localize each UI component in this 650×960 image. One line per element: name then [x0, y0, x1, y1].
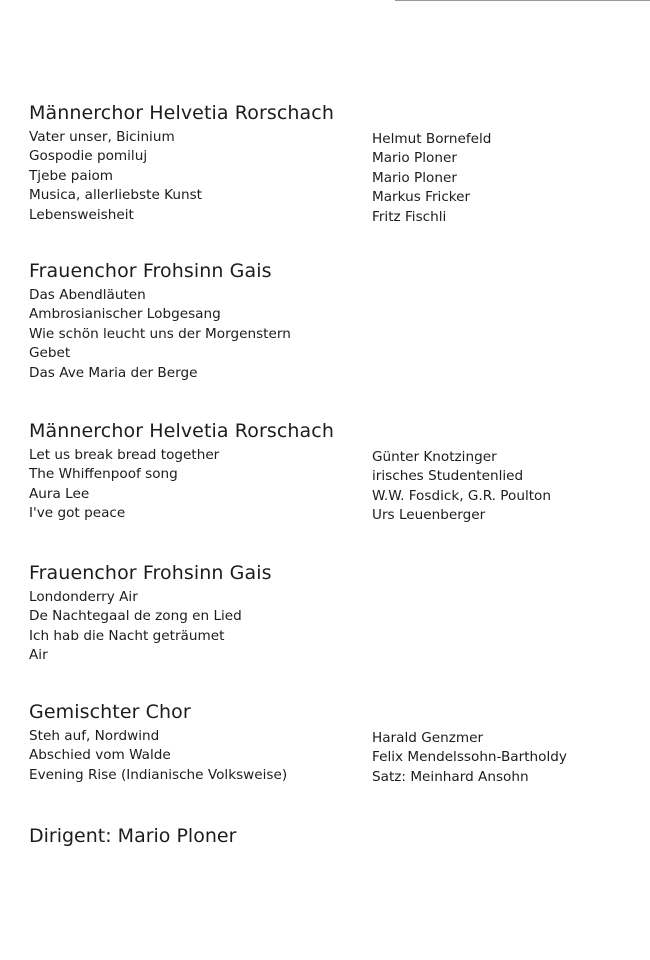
composer-name: Urs Leuenberger [372, 507, 486, 524]
section-title: Männerchor Helvetia Rorschach [29, 420, 334, 442]
program-section-5 [29, 700, 629, 785]
song-title: Vater unser, Bicinium [29, 129, 175, 145]
song-list [29, 727, 629, 785]
song-title: Tjebe paiom [29, 167, 114, 184]
program-row [29, 504, 629, 523]
song-title: Air [29, 647, 48, 664]
composer-name: irisches Studentenlied [372, 468, 524, 485]
program-section-3 [29, 419, 629, 524]
program-row [29, 147, 629, 166]
program-row [29, 206, 629, 225]
top-edge-rule [395, 0, 650, 1]
section-title: Männerchor Helvetia Rorschach [29, 102, 334, 124]
song-title: Abschied vom Walde [29, 747, 171, 764]
composer-name: Mario Ploner [372, 150, 457, 167]
composer-name: Satz: Meinhard Ansohn [372, 768, 529, 785]
program-row [29, 646, 629, 665]
program-row [29, 325, 629, 344]
program-row [29, 746, 629, 765]
song-title: Let us break bread together [29, 447, 220, 463]
composer-name: Mario Ploner [372, 169, 457, 186]
composer-name: Felix Mendelssohn-Bartholdy [372, 749, 567, 766]
song-title: Evening Rise (Indianische Volksweise) [29, 766, 288, 783]
section-title: Gemischter Chor [29, 701, 191, 723]
song-title: Lebensweisheit [29, 206, 134, 223]
song-title: Steh auf, Nordwind [29, 728, 160, 744]
song-title: Das Ave Maria der Berge [29, 364, 198, 381]
composer-name: Günter Knotzinger [372, 449, 497, 465]
program-row [29, 305, 629, 324]
program-row [29, 364, 629, 383]
program-row [29, 465, 629, 484]
song-title: Musica, allerliebste Kunst [29, 187, 203, 204]
program-row [29, 167, 629, 186]
song-list [29, 588, 629, 666]
song-title: Ich hab die Nacht geträumet [29, 627, 225, 644]
song-title: Gebet [29, 345, 71, 362]
composer-name: Helmut Bornefeld [372, 131, 492, 147]
song-title: I've got peace [29, 505, 126, 522]
composer-name: Markus Fricker [372, 189, 471, 206]
song-title: Gospodie pomiluj [29, 148, 148, 165]
program-row [29, 727, 629, 746]
conductor-line: Dirigent: Mario Ploner [29, 825, 237, 847]
program-row [29, 485, 629, 504]
program-row [29, 446, 629, 465]
song-list [29, 128, 629, 225]
program-row [29, 128, 629, 147]
program-section-4 [29, 561, 629, 666]
song-title: Wie schön leucht uns der Morgenstern [29, 325, 291, 342]
program-section-2 [29, 259, 629, 383]
program-section-1 [29, 101, 629, 225]
program-row [29, 344, 629, 363]
song-list [29, 446, 629, 524]
program-row [29, 627, 629, 646]
song-list [29, 286, 629, 383]
composer-name: Fritz Fischli [372, 208, 447, 225]
program-row [29, 186, 629, 205]
section-title: Frauenchor Frohsinn Gais [29, 562, 272, 584]
song-title: Das Abendläuten [29, 287, 146, 303]
composer-name: W.W. Fosdick, G.R. Poulton [372, 487, 551, 504]
song-title: Londonderry Air [29, 589, 138, 605]
program-row [29, 766, 629, 785]
song-title: Aura Lee [29, 485, 90, 502]
program-row [29, 286, 629, 305]
composer-name: Harald Genzmer [372, 730, 484, 746]
song-title: Ambrosianischer Lobgesang [29, 306, 221, 323]
song-title: The Whiffenpoof song [29, 466, 178, 483]
section-title: Frauenchor Frohsinn Gais [29, 260, 272, 282]
program-row [29, 607, 629, 626]
song-title: De Nachtegaal de zong en Lied [29, 608, 242, 625]
program-row [29, 588, 629, 607]
